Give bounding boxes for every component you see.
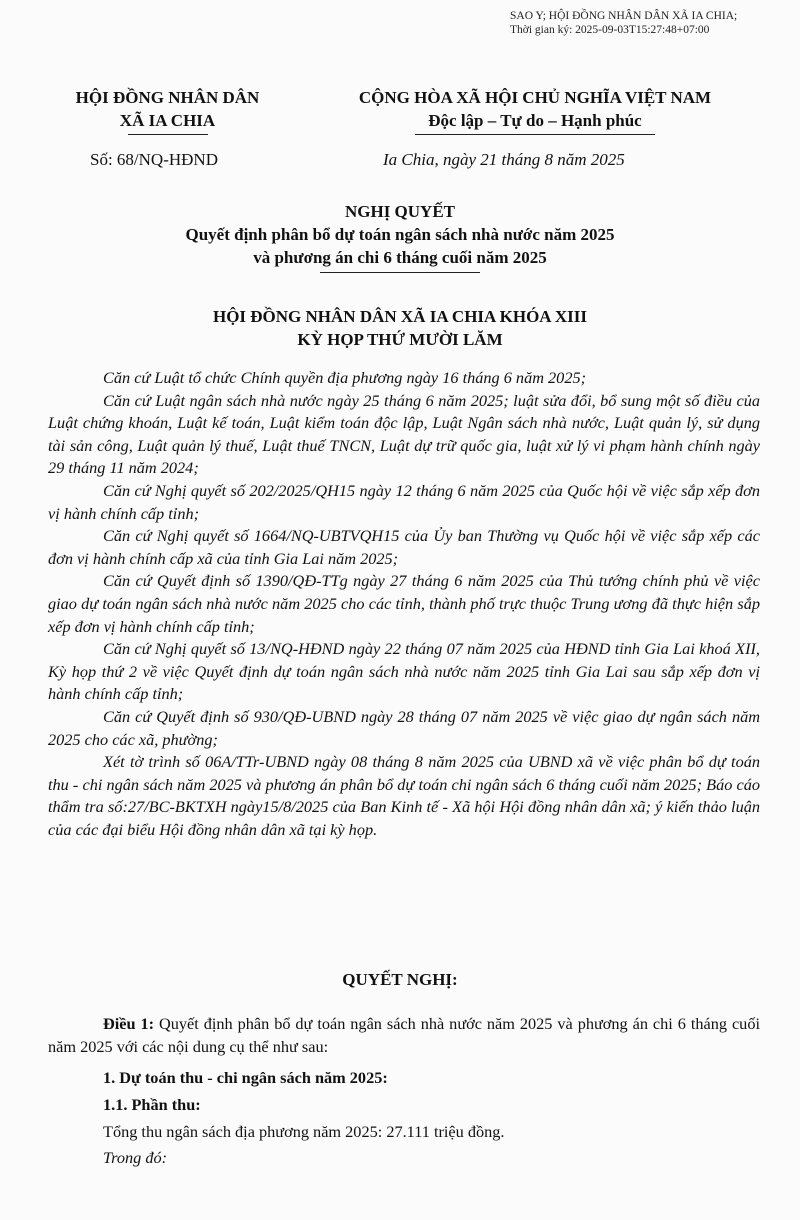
- place-and-date: Ia Chia, ngày 21 tháng 8 năm 2025: [383, 150, 625, 169]
- issuer-commune: XÃ IA CHIA: [119, 111, 216, 130]
- legal-basis-item: Căn cứ Luật tổ chức Chính quyền địa phương ngày 16 tháng 6 năm 2025;: [103, 368, 587, 387]
- decision-heading: QUYẾT NGHỊ:: [342, 970, 458, 989]
- article-1: [48, 1013, 760, 1058]
- national-motto: Độc lập – Tự do – Hạnh phúc: [428, 111, 642, 130]
- national-header: [300, 86, 770, 135]
- document-type: NGHỊ QUYẾT: [344, 202, 456, 221]
- legal-basis-item: Căn cứ Quyết định số 930/QĐ-UBND ngày 28 tháng 07 năm 2025 về việc giao dự ngân sách năm 2025 cho các xã, phường;: [48, 706, 760, 749]
- legal-basis-item: Căn cứ Nghị quyết số 1664/NQ-UBTVQH15 của Ủy ban Thường vụ Quốc hội về việc sắp xếp các đơn vị hành chính cấp xã của tỉnh Gia Lai năm 2025;: [48, 526, 760, 568]
- legal-bases: [48, 367, 760, 841]
- legal-basis-item: Căn cứ Quyết định số 1390/QĐ-TTg ngày 27 tháng 6 năm 2025 của Thủ tướng chính phủ về việc giao dự toán ngân sách nhà nước năm 2025 cho các tỉnh, thành phố trực thuộc Trung ương đã thực hiện sắp xếp đơn vị hành chính cấp tỉnh;: [48, 571, 760, 636]
- legal-basis-item: Căn cứ Nghị quyết số 13/NQ-HĐND ngày 22 tháng 07 năm 2025 của HĐND tỉnh Gia Lai khoá XII, Kỳ họp thứ 2 về việc Quyết định dự toán ngân sách nhà nước năm 2025 tỉnh Gia Lai sau sắp xếp đơn vị hành chính cấp tỉnh;: [48, 639, 760, 704]
- article-1-label: Điều 1:: [103, 1014, 155, 1033]
- title-line-2: và phương án chi 6 tháng cuối năm 2025: [253, 248, 547, 267]
- motto-underline: [415, 134, 655, 135]
- copy-stamp-issuer: SAO Y; HỘI ĐỒNG NHÂN DÂN XÃ IA CHIA;: [510, 10, 738, 22]
- council-heading: [100, 305, 700, 351]
- legal-basis-item: Căn cứ Luật ngân sách nhà nước ngày 25 tháng 6 năm 2025; luật sửa đổi, bổ sung một số điều của Luật chứng khoán, Luật kế toán, Luật kiểm toán độc lập, Luật Ngân sách nhà nước, Luật quản lý, sử dụng tài sản công, Luật quản lý thuế, Luật thuế TNCN, Luật dự trữ quốc gia, luật xử lý vi phạm hành chính ngày 29 tháng 11 năm 2024;: [48, 390, 760, 478]
- council-name: HỘI ĐỒNG NHÂN DÂN XÃ IA CHIA KHÓA XIII: [212, 307, 588, 326]
- article-1-paragraph: [48, 1013, 760, 1058]
- digital-copy-stamp: [510, 9, 795, 37]
- legal-basis-item: Căn cứ Nghị quyết số 202/2025/QH15 ngày 12 tháng 6 năm 2025 của Quốc hội về việc sắp xếp đơn vị hành chính cấp tỉnh;: [48, 480, 760, 523]
- of-which-label: Trong đó:: [103, 1148, 168, 1167]
- document-title: [100, 200, 700, 273]
- title-rule: [320, 272, 480, 273]
- issuer-name: HỘI ĐỒNG NHÂN DÂN: [75, 88, 260, 107]
- session-name: KỲ HỌP THỨ MƯỜI LĂM: [297, 330, 503, 349]
- total-revenue-line: Tổng thu ngân sách địa phương năm 2025: 27.111 triệu đồng.: [103, 1122, 505, 1141]
- copy-stamp-signed-time: Thời gian ký: 2025-09-03T15:27:48+07:00: [510, 24, 710, 36]
- title-line-1: Quyết định phân bổ dự toán ngân sách nhà nước năm 2025: [185, 225, 615, 244]
- national-name: CỘNG HÒA XÃ HỘI CHỦ NGHĨA VIỆT NAM: [358, 88, 712, 107]
- issuer-underline: [128, 134, 208, 135]
- document-number: Số: 68/NQ-HĐND: [90, 150, 218, 169]
- section-1-1-heading: 1.1. Phần thu:: [103, 1095, 201, 1114]
- article-1-text: Quyết định phân bổ dự toán ngân sách nhà nước năm 2025 và phương án chi 6 tháng cuối năm 2025 với các nội dung cụ thể như sau:: [48, 1014, 760, 1056]
- issuer-block: [50, 86, 285, 135]
- section-1-heading: 1. Dự toán thu - chi ngân sách năm 2025:: [103, 1068, 388, 1087]
- legal-basis-item: Xét tờ trình số 06A/TTr-UBND ngày 08 tháng 8 năm 2025 của UBND xã về việc phân bổ dự toán thu - chi ngân sách năm 2025 và phương án phân bổ dự toán chi ngân sách 6 tháng cuối năm 2025; Báo cáo thẩm tra số:27/BC-BKTXH ngày15/8/2025 của Ban Kinh tế - Xã hội Hội đồng nhân dân xã; ý kiến thảo luận của các đại biểu Hội đồng nhân dân xã tại kỳ họp.: [48, 752, 760, 839]
